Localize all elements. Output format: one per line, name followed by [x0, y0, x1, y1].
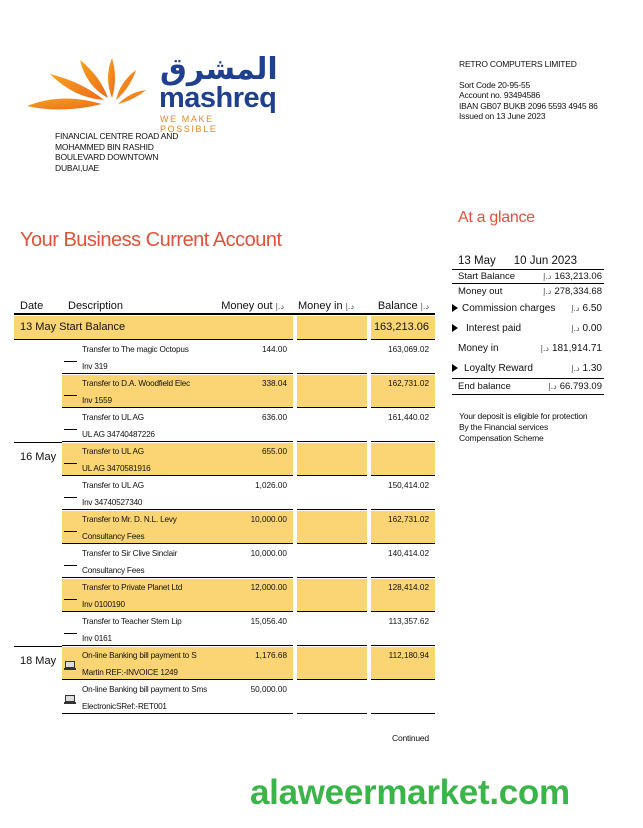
dash-icon	[62, 579, 82, 611]
dash-icon	[62, 511, 82, 543]
row-text	[82, 579, 219, 611]
expand-triangle-icon[interactable]	[452, 364, 458, 372]
glance-value: 278,334.68	[554, 285, 602, 297]
table-row	[14, 408, 435, 442]
glance-row-money-in	[452, 338, 604, 358]
row-line2: ElectronicSRef:-RET001	[82, 702, 167, 711]
row-line2: UL AG 34740487226	[82, 430, 155, 439]
header-label: Money in	[297, 300, 343, 312]
row-date	[14, 374, 62, 408]
row-money-in	[297, 681, 367, 714]
row-date	[14, 680, 62, 714]
glance-label: Start Balance	[458, 271, 516, 282]
row-balance: 112,180.94	[371, 647, 435, 680]
table-row	[14, 646, 435, 680]
currency-symbol: د.إ	[345, 302, 354, 311]
row-line2: Inv 34740527340	[82, 498, 143, 507]
row-description	[62, 375, 293, 408]
laptop-icon	[62, 681, 82, 713]
glance-row-end-balance	[452, 378, 604, 395]
glance-row-loyalty[interactable]	[452, 358, 604, 378]
row-line1: Transfer to UL AG	[82, 447, 144, 456]
row-description	[62, 477, 293, 510]
note-line: Compensation Scheme	[459, 433, 544, 443]
dash-icon	[62, 477, 82, 509]
row-money-out: 15,056.40	[250, 617, 287, 626]
row-date	[14, 476, 62, 510]
note-line: By the Financial services	[459, 422, 549, 432]
glance-row-start-balance	[452, 270, 604, 284]
table-row	[14, 442, 435, 476]
dash-icon	[62, 409, 82, 441]
expand-triangle-icon[interactable]	[452, 304, 458, 312]
dash-icon	[62, 375, 82, 407]
row-date	[14, 544, 62, 578]
row-balance: 113,357.62	[371, 613, 435, 646]
table-row	[14, 340, 435, 374]
glance-label: Interest paid	[466, 322, 522, 334]
currency-symbol: د.إ	[548, 382, 557, 391]
currency-symbol: د.إ	[543, 272, 552, 281]
row-money-in	[297, 579, 367, 612]
currency-symbol: د.إ	[540, 343, 549, 353]
row-money-out: 1,026.00	[255, 481, 287, 490]
row-text	[82, 545, 219, 577]
row-text	[82, 443, 219, 475]
row-description	[62, 681, 293, 714]
mashreq-logo	[22, 52, 278, 134]
row-date: 16 May	[14, 442, 62, 476]
header-balance	[360, 300, 435, 312]
row-text	[82, 477, 219, 509]
row-description	[62, 579, 293, 612]
glance-value: 163,213.06	[554, 271, 602, 282]
row-balance	[371, 681, 435, 714]
row-line1: On-line Banking bill payment to Sms	[82, 685, 207, 694]
header-label: Money out	[221, 300, 273, 312]
row-date	[14, 340, 62, 374]
account-title: Your Business Current Account	[20, 229, 282, 251]
transactions-table	[14, 298, 435, 714]
logo-tagline: WE MAKE POSSIBLE	[160, 114, 218, 134]
row-description	[62, 613, 293, 646]
currency-symbol: د.إ	[543, 286, 552, 296]
row-date: 18 May	[14, 646, 62, 680]
note-line: Your deposit is eligible for protection	[459, 411, 588, 421]
address-line: MOHAMMED BIN RASHID	[55, 141, 154, 152]
row-description	[62, 511, 293, 544]
row-line1: Transfer to D.A. Woodfield Elec	[82, 379, 191, 388]
row-line2: Inv 0161	[82, 634, 112, 643]
header-money-in	[290, 300, 360, 312]
row-line1: Transfer to The magic Octopus	[82, 345, 189, 354]
row-text	[82, 409, 219, 441]
table-header	[14, 298, 435, 315]
glance-period	[452, 253, 604, 270]
row-money-out: 636.00	[261, 413, 287, 422]
glance-label: Money out	[458, 285, 503, 297]
row-text	[82, 647, 219, 679]
table-row	[14, 612, 435, 646]
table-row	[14, 476, 435, 510]
row-money-in	[297, 375, 367, 408]
row-date	[14, 578, 62, 612]
row-date	[14, 612, 62, 646]
row-description	[62, 443, 293, 476]
row-date	[14, 408, 62, 442]
row-description	[62, 409, 293, 442]
row-money-out: 12,000.00	[250, 583, 287, 592]
row-description	[62, 647, 293, 680]
row-money-out: 10,000.00	[250, 515, 287, 524]
row-money-in	[297, 511, 367, 544]
customer-name: RETRO COMPUTERS LIMITED	[459, 59, 577, 69]
row-money-in	[297, 477, 367, 510]
table-row	[14, 680, 435, 714]
row-money-out: 144.00	[261, 345, 287, 354]
sunburst-icon	[22, 52, 157, 127]
glance-label: Commission charges	[462, 302, 556, 314]
currency-symbol: د.إ	[571, 303, 580, 313]
row-text	[82, 511, 219, 543]
glance-row-commission[interactable]	[452, 298, 604, 318]
currency-symbol: د.إ	[420, 302, 429, 311]
row-line2: Martin REF:-INVOICE 1249	[82, 668, 178, 677]
row-money-out: 10,000.00	[250, 549, 287, 558]
row-money-out: 1,176.68	[255, 651, 287, 660]
table-row	[14, 578, 435, 612]
glance-label: Loyalty Reward	[464, 362, 533, 374]
header-label: Balance	[377, 300, 418, 312]
currency-symbol: د.إ	[571, 323, 580, 333]
dash-icon	[62, 545, 82, 577]
glance-title: At a glance	[458, 209, 535, 226]
row-money-out: 338.04	[261, 379, 287, 388]
row-money-in	[297, 341, 367, 374]
row-money-in	[297, 647, 367, 680]
row-date	[14, 510, 62, 544]
row-line1: Transfer to Sir Clive Sinclair	[82, 549, 178, 558]
row-money-in	[297, 545, 367, 578]
row-line2: Inv 1559	[82, 396, 112, 405]
glance-label: Money in	[458, 342, 499, 354]
row-balance: 140,414.02	[371, 545, 435, 578]
row-money-in	[297, 443, 367, 476]
start-balance-row	[14, 316, 435, 340]
address-line: FINANCIAL CENTRE ROAD AND	[55, 131, 179, 141]
row-line1: Transfer to UL AG	[82, 413, 144, 422]
glance-row-money-out	[452, 284, 604, 298]
period-end: 10 Jun 2023	[513, 255, 578, 267]
start-balance-label: 13 May Start Balance	[14, 316, 293, 340]
currency-symbol: د.إ	[571, 363, 580, 373]
row-line2: Inv 319	[82, 362, 108, 371]
row-text	[82, 681, 219, 713]
table-row	[14, 544, 435, 578]
start-balance-value: 163,213.06	[371, 316, 435, 340]
continued-label: Continued	[392, 733, 429, 743]
glance-label: End balance	[458, 381, 511, 392]
row-text	[82, 613, 219, 645]
dash-icon	[62, 341, 82, 373]
row-description	[62, 545, 293, 578]
row-balance: 162,731.02	[371, 511, 435, 544]
header-description: Description	[68, 300, 124, 312]
deposit-protection-note	[459, 411, 587, 444]
start-money-in	[297, 316, 367, 340]
logo-english: mashreq	[159, 82, 277, 114]
row-money-out: 655.00	[261, 447, 287, 456]
customer-info	[459, 59, 598, 122]
glance-value: 0.00	[582, 322, 602, 334]
row-line1: Transfer to Private Planet Ltd	[82, 583, 183, 592]
row-line1: Transfer to Mr. D. N.L. Levy	[82, 515, 177, 524]
currency-symbol: د.إ	[275, 302, 284, 311]
watermark: alaweermarket.com	[250, 773, 570, 812]
header-money-out	[217, 300, 290, 312]
dash-icon	[62, 443, 82, 475]
glance-summary	[452, 253, 604, 395]
account-number: Account no. 93494586	[459, 90, 541, 100]
address-line: DUBAI,UAE	[55, 162, 100, 173]
row-line2: Consultancy Fees	[82, 532, 145, 541]
iban: IBAN GB07 BUKB 2096 5593 4945 86	[459, 100, 598, 111]
row-balance: 150,414.02	[371, 477, 435, 510]
glance-value: 181,914.71	[551, 342, 602, 354]
table-row	[14, 510, 435, 544]
sort-code: Sort Code 20-95-55	[459, 79, 531, 90]
row-line2: Consultancy Fees	[82, 566, 145, 575]
row-line1: Transfer to Teacher Stem Lip	[82, 617, 182, 626]
transaction-rows	[14, 340, 435, 714]
row-money-in	[297, 409, 367, 442]
header-date: Date	[20, 300, 44, 312]
glance-value: 1.30	[582, 362, 602, 374]
row-line2: Inv 0100190	[82, 600, 125, 609]
row-balance: 162,731.02	[371, 375, 435, 408]
logo-arabic: المشرق	[160, 52, 278, 87]
row-line1: On-line Banking bill payment to S	[82, 651, 197, 660]
row-balance: 128,414.02	[371, 579, 435, 612]
glance-value: 6.50	[582, 302, 602, 314]
table-row	[14, 374, 435, 408]
bank-address	[55, 131, 178, 173]
glance-value: 66.793.09	[559, 381, 602, 392]
issue-date: Issued on 13 June 2023	[459, 111, 546, 121]
row-line1: Transfer to UL AG	[82, 481, 144, 490]
row-balance: 161,440.02	[371, 409, 435, 442]
row-text	[82, 375, 219, 407]
row-money-out: 50,000.00	[250, 685, 287, 694]
laptop-icon	[62, 647, 82, 679]
expand-triangle-icon[interactable]	[452, 324, 458, 332]
address-line: BOULEVARD DOWNTOWN	[55, 152, 159, 162]
row-money-in	[297, 613, 367, 646]
row-text	[82, 341, 219, 373]
row-description	[62, 341, 293, 374]
row-balance: 163,069.02	[371, 341, 435, 374]
period-start: 13 May	[458, 255, 496, 267]
dash-icon	[62, 613, 82, 645]
glance-row-interest[interactable]	[452, 318, 604, 338]
row-balance	[371, 443, 435, 476]
row-line2: UL AG 3470581916	[82, 464, 151, 473]
